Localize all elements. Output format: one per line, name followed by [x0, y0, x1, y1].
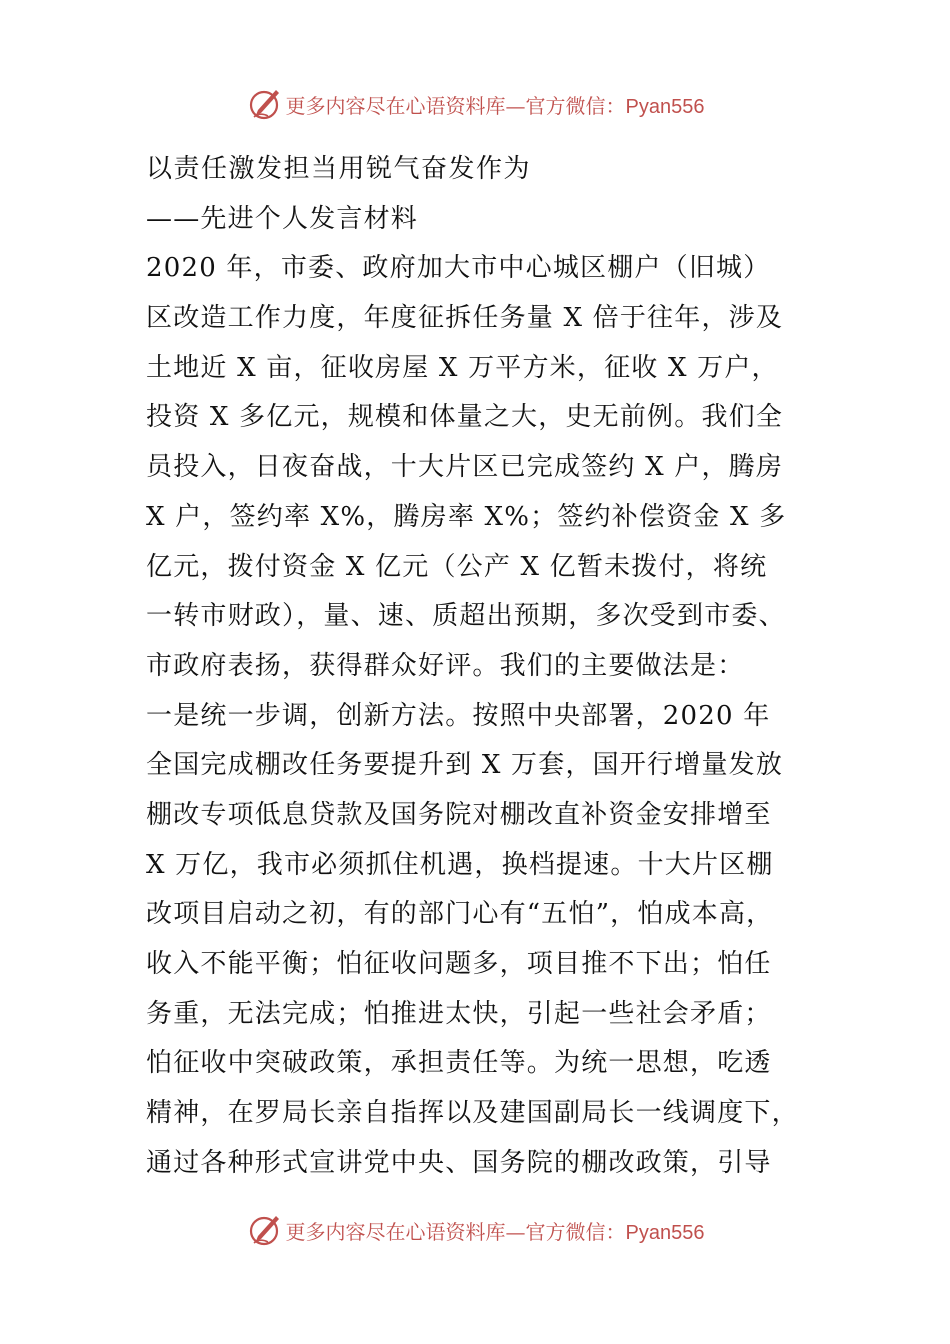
paragraph-line: 怕征收中突破政策，承担责任等。为统一思想，吃透 — [146, 1048, 772, 1079]
footer-watermark-banner — [0, 1210, 950, 1250]
paragraph-line: 棚改专项低息贷款及国务院对棚改直补资金安排增至 — [146, 799, 772, 830]
paragraph-line: 员投入，日夜奋战，十大片区已完成签约 X 户，腾房 — [146, 452, 784, 483]
paragraph-line: 一是统一步调，创新方法。按照中央部署，2020 年 — [146, 700, 771, 731]
paragraph-line: X 户，签约率 X%，腾房率 X%；签约补偿资金 X 多 — [146, 501, 787, 532]
paragraph-line: 务重，无法完成；怕推进太快，引起一些社会矛盾； — [146, 998, 772, 1029]
paragraph-line: 一转市财政），量、速、质超出预期，多次受到市委、 — [146, 601, 786, 632]
document-body — [146, 145, 836, 1188]
paragraph-line: 通过各种形式宣讲党中央、国务院的棚改政策，引导 — [146, 1147, 772, 1178]
paragraph-line: 收入不能平衡；怕征收问题多，项目推不下出；怕任 — [146, 949, 772, 979]
wechat-id: Pyan556 — [625, 1221, 705, 1244]
paragraph-line: 精神，在罗局长亲自指挥以及建国副局长一线调度下， — [146, 1098, 799, 1129]
paragraph-line: 区改造工作力度，年度征拆任务量 X 倍于往年，涉及 — [146, 303, 784, 334]
quill-pen-logo-icon — [246, 86, 282, 122]
quill-pen-logo-icon — [246, 1212, 282, 1248]
paragraph-line: 亿元，拨付资金 X 亿元（公产 X 亿暂未拨付，将统 — [146, 551, 768, 582]
paragraph-line: 全国完成棚改任务要提升到 X 万套，国开行增量发放 — [146, 750, 784, 781]
paragraph-line: 市政府表扬，获得群众好评。我们的主要做法是： — [146, 650, 745, 681]
paragraph-line: 土地近 X 亩，征收房屋 X 万平方米，征收 X 万户， — [146, 352, 779, 383]
paragraph-line: X 万亿，我市必须抓住机遇，换档提速。十大片区棚 — [146, 849, 774, 880]
watermark-text: 更多内容尽在心语资料库—官方微信：Pyan556 — [285, 93, 705, 118]
document-title: 以责任激发担当用锐气奋发作为 — [146, 154, 532, 184]
paragraph-line: 2020 年，市委、政府加大市中心城区棚户（旧城） — [146, 253, 771, 284]
wechat-id: Pyan556 — [625, 95, 705, 118]
watermark-text: 更多内容尽在心语资料库—官方微信：Pyan556 — [285, 1219, 705, 1244]
document-subtitle: ——先进个人发言材料 — [146, 203, 419, 234]
header-watermark-banner — [0, 84, 950, 124]
paragraph-line: 投资 X 多亿元，规模和体量之大，史无前例。我们全 — [146, 402, 784, 433]
paragraph-line: 改项目启动之初，有的部门心有“五怕”，怕成本高， — [146, 899, 774, 930]
